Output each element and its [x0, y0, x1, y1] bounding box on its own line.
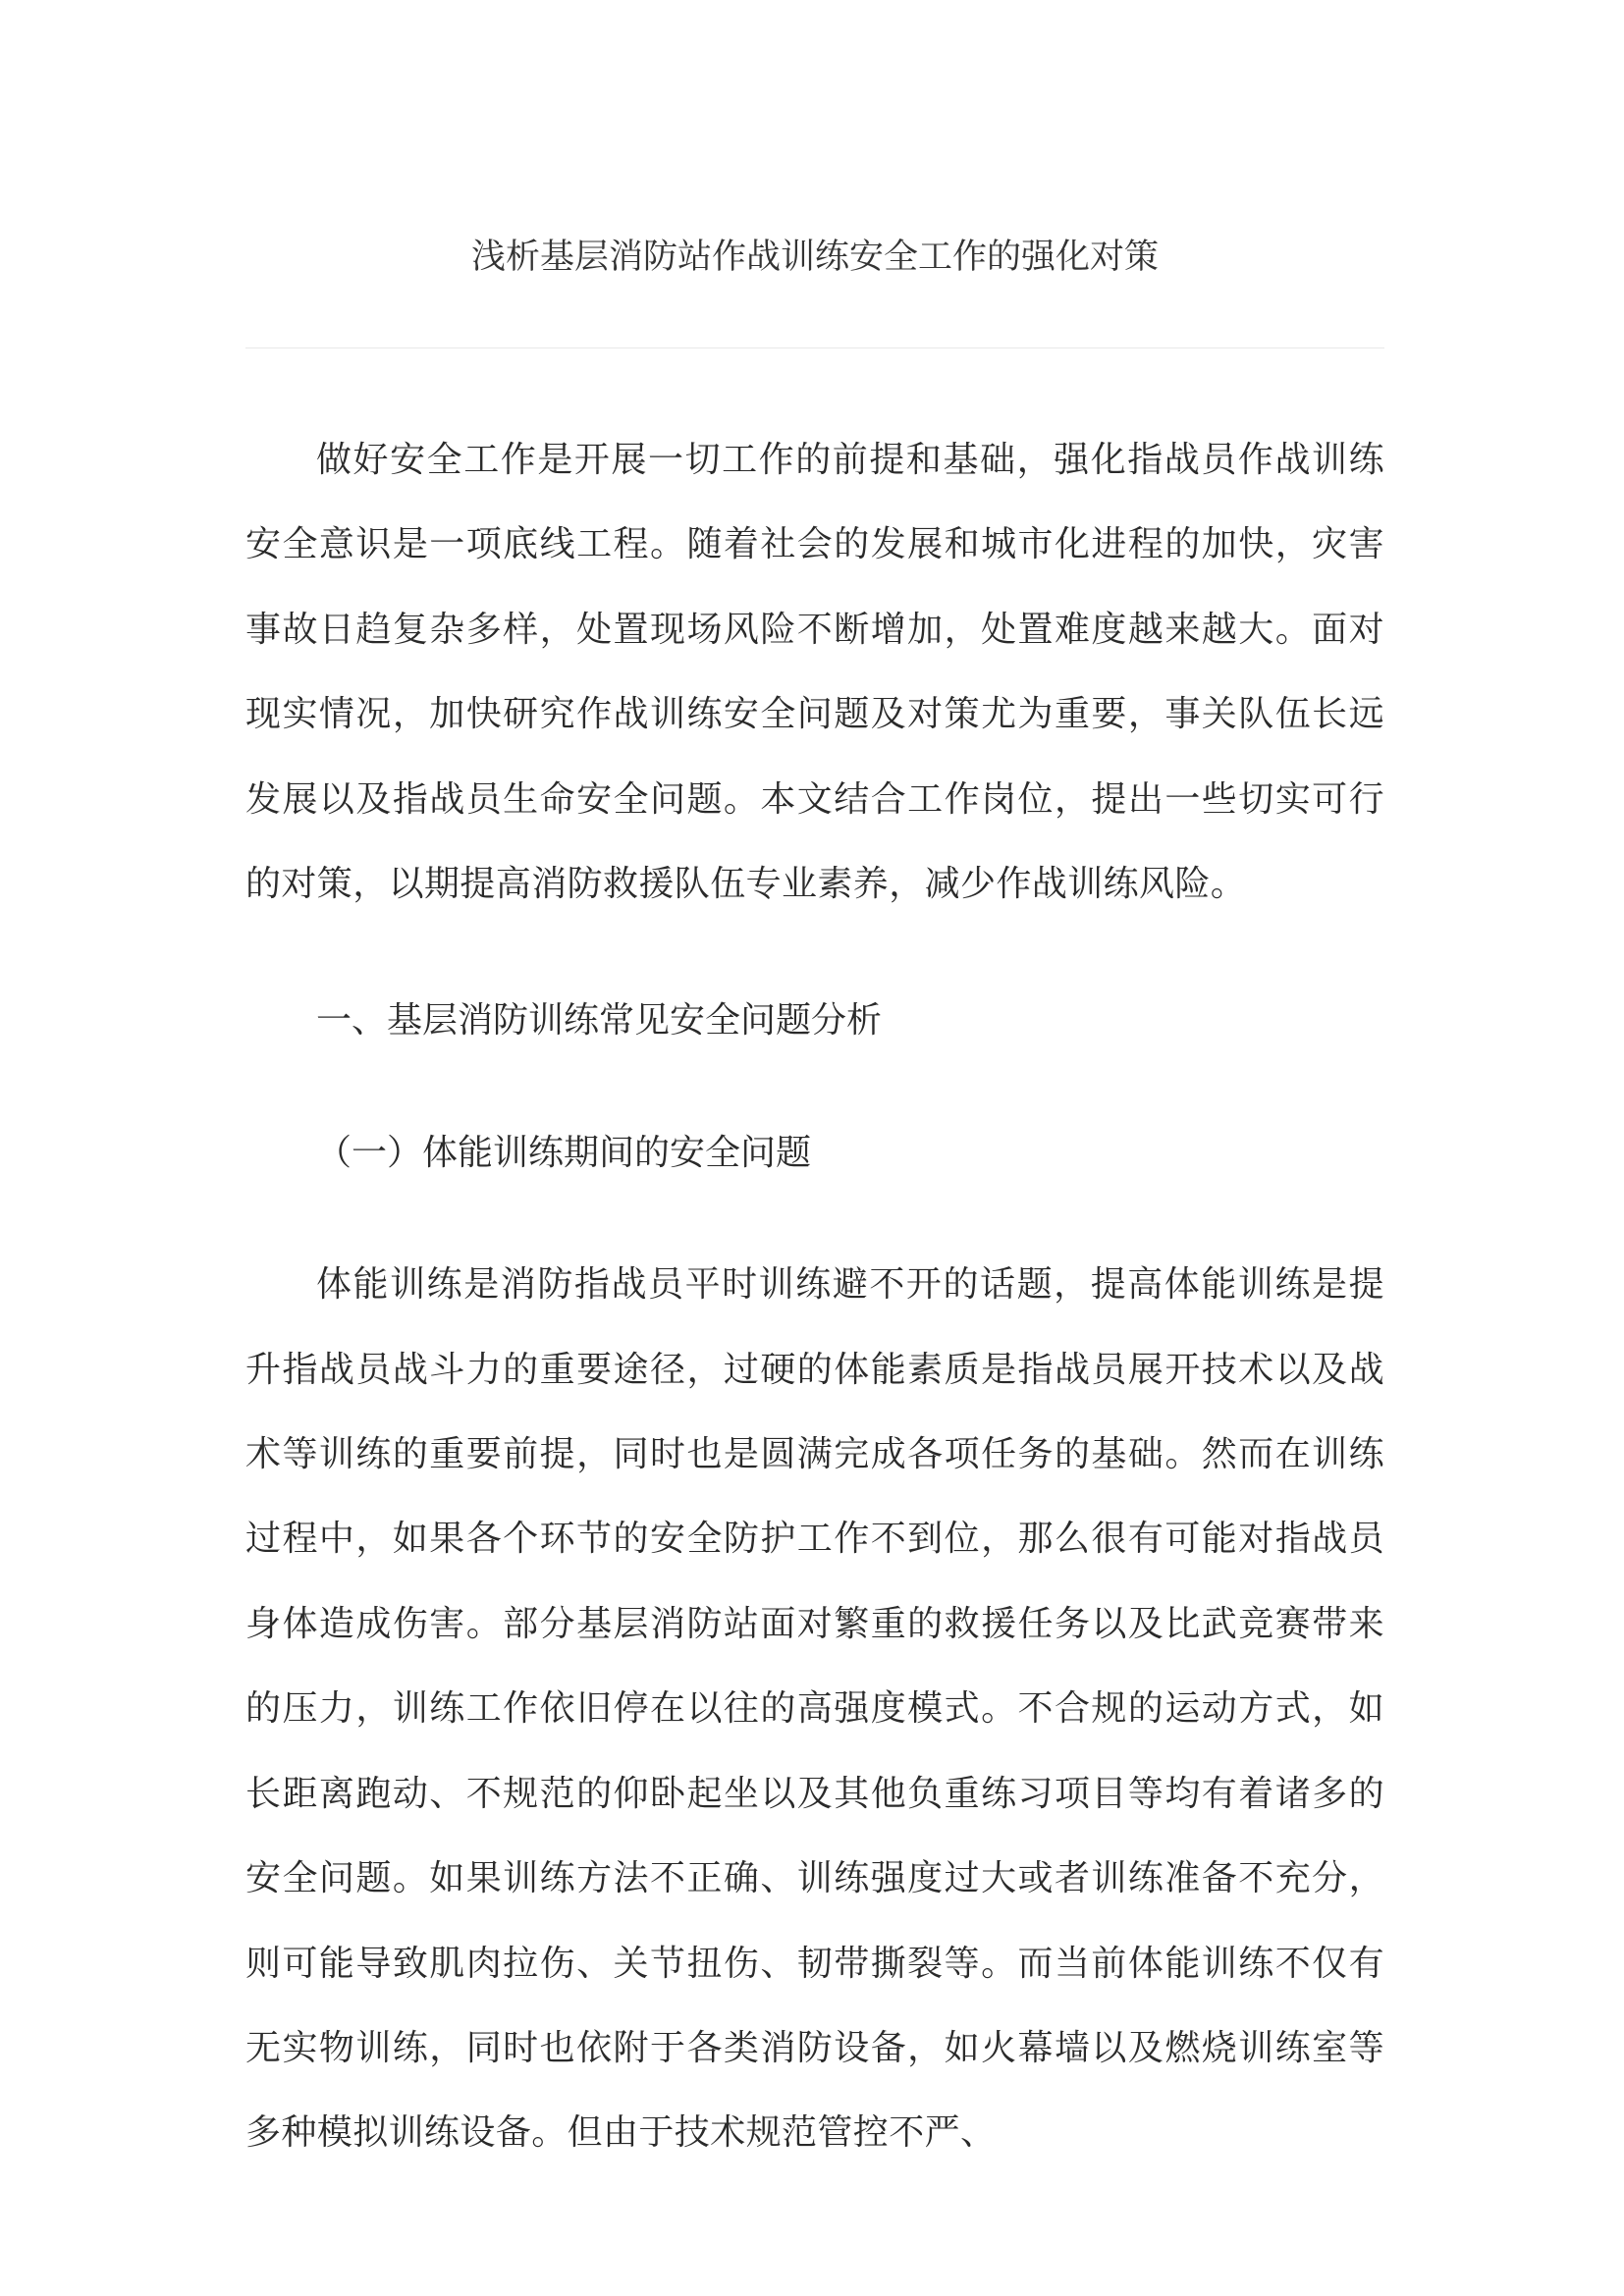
subsection-heading-1: （一）体能训练期间的安全问题 [316, 1132, 812, 1173]
subsection-1-paragraph: 体能训练是消防指战员平时训练避不开的话题，提高体能训练是提升指战员战斗力的重要途径，过硬的体能素质是指战员展开技术以及战术等训练的重要前提，同时也是圆满完成各项任务的基础。然而在训练过程中，如果各个环节的安全防护工作不到位，那么很有可能对指战员身体造成伤害。部分基层消防站面对繁重的救援任务以及比武竞赛带来的压力，训练工作依旧停在以往的高强度模式。不合规的运动方式，如长距离跑动、不规范的仰卧起坐以及其他负重练习项目等均有着诸多的安全问题。如果训练方法不正确、训练强度过大或者训练准备不充分，则可能导致肌肉拉伤、关节扭伤、韧带撕裂等。而当前体能训练不仅有无实物训练，同时也依附于各类消防设备，如火幕墙以及燃烧训练室等多种模拟训练设备。但由于技术规范管控不严、 [245, 1264, 1384, 2154]
document-body [245, 418, 1384, 2176]
section-heading-1: 一、基层消防训练常见安全问题分析 [316, 1000, 883, 1041]
title-divider [245, 347, 1384, 348]
document-title: 浅析基层消防站作战训练安全工作的强化对策 [470, 238, 1159, 277]
intro-paragraph: 做好安全工作是开展一切工作的前提和基础，强化指战员作战训练安全意识是一项底线工程。随着社会的发展和城市化进程的加快，灾害事故日趋复杂多样，处置现场风险不断增加，处置难度越来越大。面对现实情况，加快研究作战训练安全问题及对策尤为重要，事关队伍长远发展以及指战员生命安全问题。本文结合工作岗位，提出一些切实可行的对策，以期提高消防救援队伍专业素养，减少作战训练风险。 [245, 440, 1384, 905]
